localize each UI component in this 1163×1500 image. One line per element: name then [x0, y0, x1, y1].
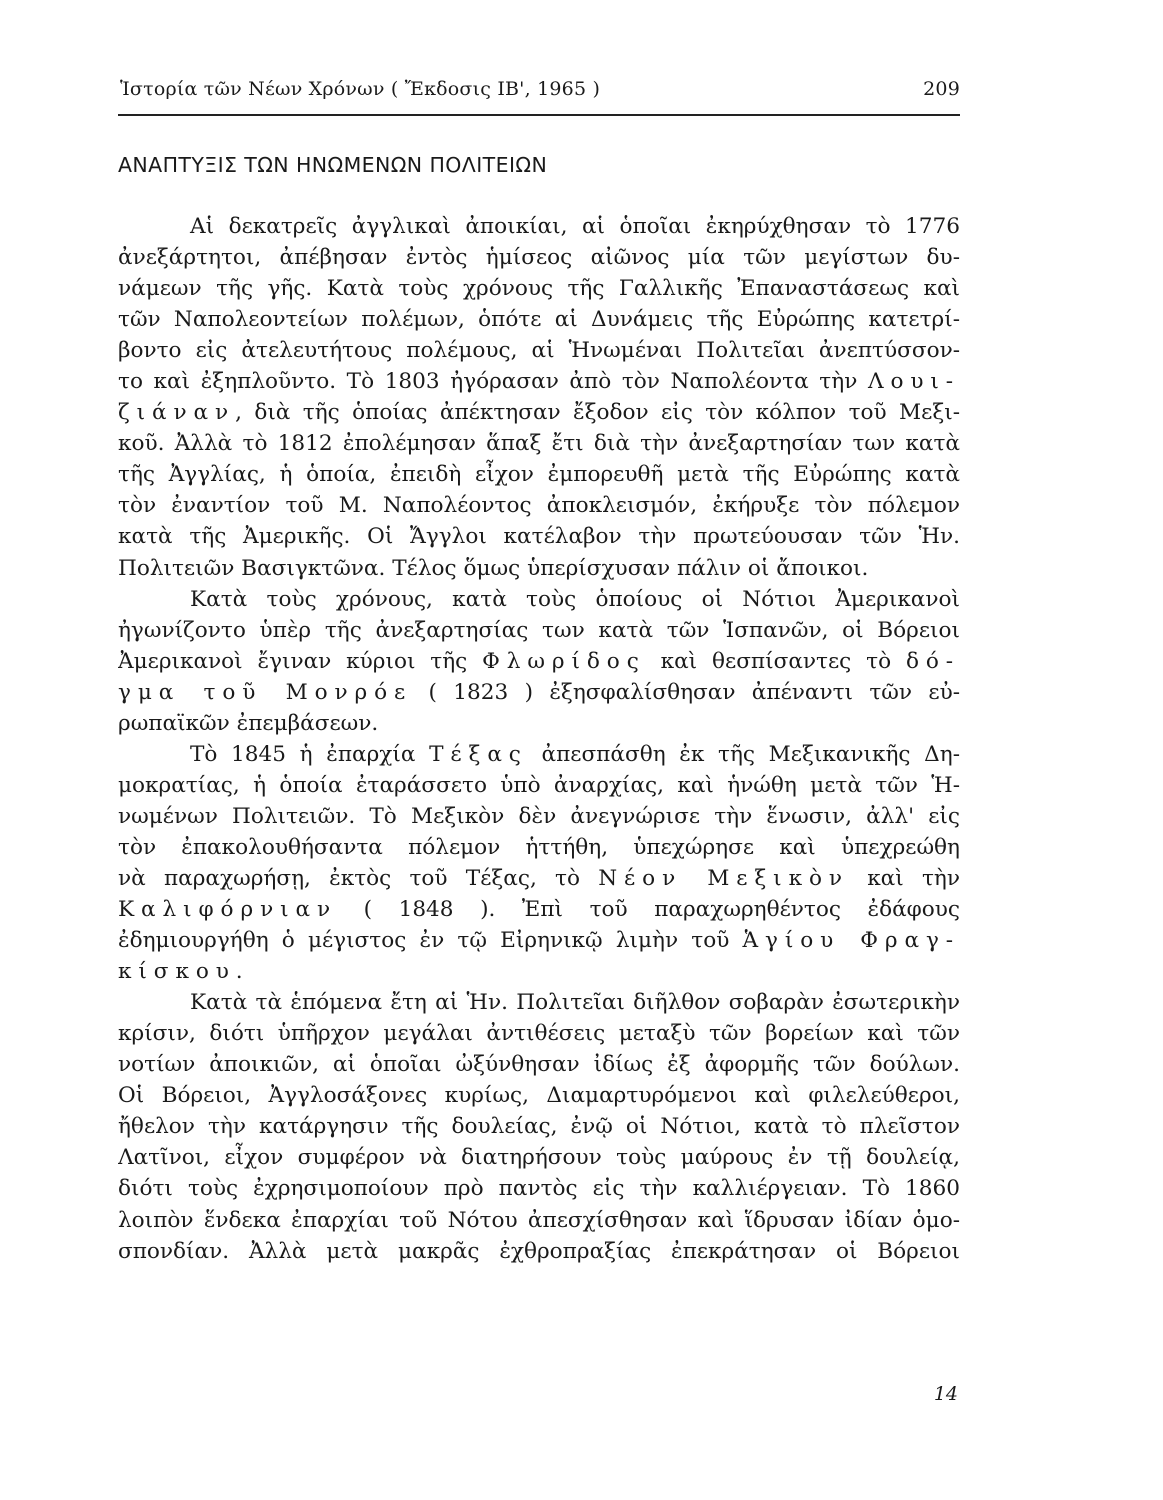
text-line: ἤθελον τὴν κατάργησιν τῆς δουλείας, ἐνῷ οἱ Νότιοι, κατὰ τὸ πλεῖστον	[118, 1114, 960, 1140]
text-line: κατὰ τῆς Ἀμερικῆς. Οἱ Ἄγγλοι κατέλαβον τὴν πρωτεύουσαν τῶν Ἡν.	[118, 524, 960, 550]
spaced-word: Νέον Μεξικὸν	[598, 865, 849, 891]
spaced-word: κίσκου.	[118, 959, 250, 985]
text-line: Καλιφόρνιαν ( 1848 ). Ἐπὶ τοῦ παραχωρηθέντος ἐδάφους	[118, 897, 960, 923]
spaced-word: Λουι-	[867, 369, 960, 395]
text-line	[118, 956, 960, 987]
text-line: ἠγωνίζοντο ὑπὲρ τῆς ἀνεξαρτησίας των κατὰ τῶν Ἱσπανῶν, οἱ Βόρειοι	[118, 617, 960, 643]
text-line: νοτίων ἀποικιῶν, αἱ ὁποῖαι ὠξύνθησαν ἰδίως ἐξ ἀφορμῆς τῶν δούλων.	[118, 1052, 960, 1078]
text-line: Τὸ 1845 ἡ ἐπαρχία Τέξας ἀπεσπάσθη ἐκ τῆς Μεξικανικῆς Δη-	[190, 741, 960, 767]
spaced-word: ζιάναν	[118, 400, 236, 426]
text-line: Αἱ δεκατρεῖς ἀγγλικαὶ ἀποικίαι, αἱ ὁποῖαι ἐκηρύχθησαν τὸ 1776	[190, 214, 960, 239]
text-line: Οἱ Βόρειοι, Ἀγγλοσάξονες κυρίως, Διαμαρτυρόμενοι καὶ φιλελεύθεροι,	[118, 1083, 960, 1109]
spaced-word: Καλιφόρνιαν	[118, 897, 338, 923]
text-line: ἀνεξάρτητοι, ἀπέβησαν ἐντὸς ἡμίσεος αἰῶνος μία τῶν μεγίστων δυ-	[118, 245, 960, 271]
spaced-word: Ἁγίου Φραγ-	[742, 928, 960, 954]
text-line: λοιπὸν ἕνδεκα ἐπαρχίαι τοῦ Νότου ἀπεσχίσθησαν καὶ ἵδρυσαν ἰδίαν ὁμο-	[118, 1207, 960, 1233]
spaced-word: Φλωρίδος	[482, 648, 646, 674]
text-line: νάμεων τῆς γῆς. Κατὰ τοὺς χρόνους τῆς Γαλλικῆς Ἐπαναστάσεως καὶ	[118, 276, 960, 302]
text-line: νωμένων Πολιτειῶν. Τὸ Μεξικὸν δὲν ἀνεγνώρισε τὴν ἕνωσιν, ἀλλ' εἰς	[118, 803, 960, 829]
text-line: Κατὰ τοὺς χρόνους, κατὰ τοὺς ὁποίους οἱ Νότιοι Ἀμερικανοὶ	[190, 586, 960, 612]
text-line: τὸν ἐπακολουθήσαντα πόλεμον ἡττήθη, ὑπεχώρησε καὶ ὑπεχρεώθη	[118, 834, 960, 860]
body-text	[118, 211, 960, 1267]
text-line: ρωπαϊκῶν ἐπεμβάσεων.	[118, 710, 379, 736]
text-line: νὰ παραχωρήσῃ, ἐκτὸς τοῦ Τέξας, τὸ Νέον Μεξικὸν καὶ τὴν	[118, 865, 960, 891]
text-line: Λατῖνοι, εἶχον συμφέρον νὰ διατηρήσουν τοὺς μαύρους ἐν τῇ δουλείᾳ,	[118, 1145, 960, 1171]
text-line: τῆς Ἀγγλίας, ἡ ὁποία, ἐπειδὴ εἶχον ἐμπορευθῆ μετὰ τῆς Εὐρώπης κατὰ	[118, 462, 960, 488]
text-line: ζιάναν, διὰ τῆς ὁποίας ἀπέκτησαν ἔξοδον εἰς τὸν κόλπον τοῦ Μεξι-	[118, 400, 960, 426]
spaced-word: Τέξας	[429, 741, 528, 767]
text-line: διότι τοὺς ἐχρησιμοποίουν πρὸ παντὸς εἰς τὴν καλλιέργειαν. Τὸ 1860	[118, 1176, 960, 1202]
running-header	[118, 78, 960, 108]
text-line: κοῦ. Ἀλλὰ τὸ 1812 ἐπολέμησαν ἅπαξ ἔτι διὰ τὴν ἀνεξαρτησίαν των κατὰ	[118, 431, 960, 457]
text-line: μοκρατίας, ἡ ὁποία ἐταράσσετο ὑπὸ ἀναρχίας, καὶ ἡνώθη μετὰ τῶν Ἡ-	[118, 772, 960, 798]
text-line: τὸν ἐναντίον τοῦ Μ. Ναπολέοντος ἀποκλεισμόν, ἐκήρυξε τὸν πόλεμον	[118, 493, 960, 519]
signature-mark: 14	[933, 1383, 958, 1405]
text-line: κρίσιν, διότι ὑπῆρχον μεγάλαι ἀντιθέσεις μεταξὺ τῶν βορείων καὶ τῶν	[118, 1021, 960, 1047]
text-line: σπονδίαν. Ἀλλὰ μετὰ μακρᾶς ἐχθροπραξίας ἐπεκράτησαν οἱ Βόρειοι	[118, 1238, 960, 1264]
text-line: Ἀμερικανοὶ ἔγιναν κύριοι τῆς Φλωρίδος καὶ θεσπίσαντες τὸ δό-	[118, 648, 960, 674]
text-line: ἐδημιουργήθη ὁ μέγιστος ἐν τῷ Εἰρηνικῷ λιμὴν τοῦ Ἁγίου Φραγ-	[118, 928, 960, 954]
section-heading: ΑΝΑΠΤΥΞΙΣ ΤΩΝ ΗΝΩΜΕΝΩΝ ΠΟΛΙΤΕΙΩΝ	[118, 153, 548, 177]
spaced-word: δό-	[905, 648, 960, 674]
header-rule	[118, 114, 960, 116]
text-line: Πολιτειῶν Βασιγκτῶνα. Τέλος ὅμως ὑπερίσχυσαν πάλιν οἱ ἄποικοι.	[118, 555, 869, 581]
spaced-word: γμα τοῦ Μονρόε	[118, 679, 413, 705]
page-number: 209	[923, 78, 960, 100]
text-line: βοντο εἰς ἀτελευτήτους πολέμους, αἱ Ἡνωμέναι Πολιτεῖαι ἀνεπτύσσον-	[118, 338, 960, 364]
text-line: γμα τοῦ Μονρόε ( 1823 ) ἐξησφαλίσθησαν ἀπέναντι τῶν εὐ-	[118, 679, 960, 705]
text-line: τῶν Ναπολεοντείων πολέμων, ὁπότε αἱ Δυνάμεις τῆς Εὐρώπης κατετρί-	[118, 307, 960, 333]
text-line: το καὶ ἐξηπλοῦντο. Τὸ 1803 ἠγόρασαν ἀπὸ τὸν Ναπολέοντα τὴν Λουι-	[118, 369, 960, 395]
text-line: Κατὰ τὰ ἑπόμενα ἔτη αἱ Ἡν. Πολιτεῖαι διῆλθον σοβαρὰν ἐσωτερικὴν	[190, 990, 960, 1016]
running-title: Ἱστορία τῶν Νέων Χρόνων ( Ἔκδοσις ΙΒ', 1965 )	[120, 78, 601, 100]
